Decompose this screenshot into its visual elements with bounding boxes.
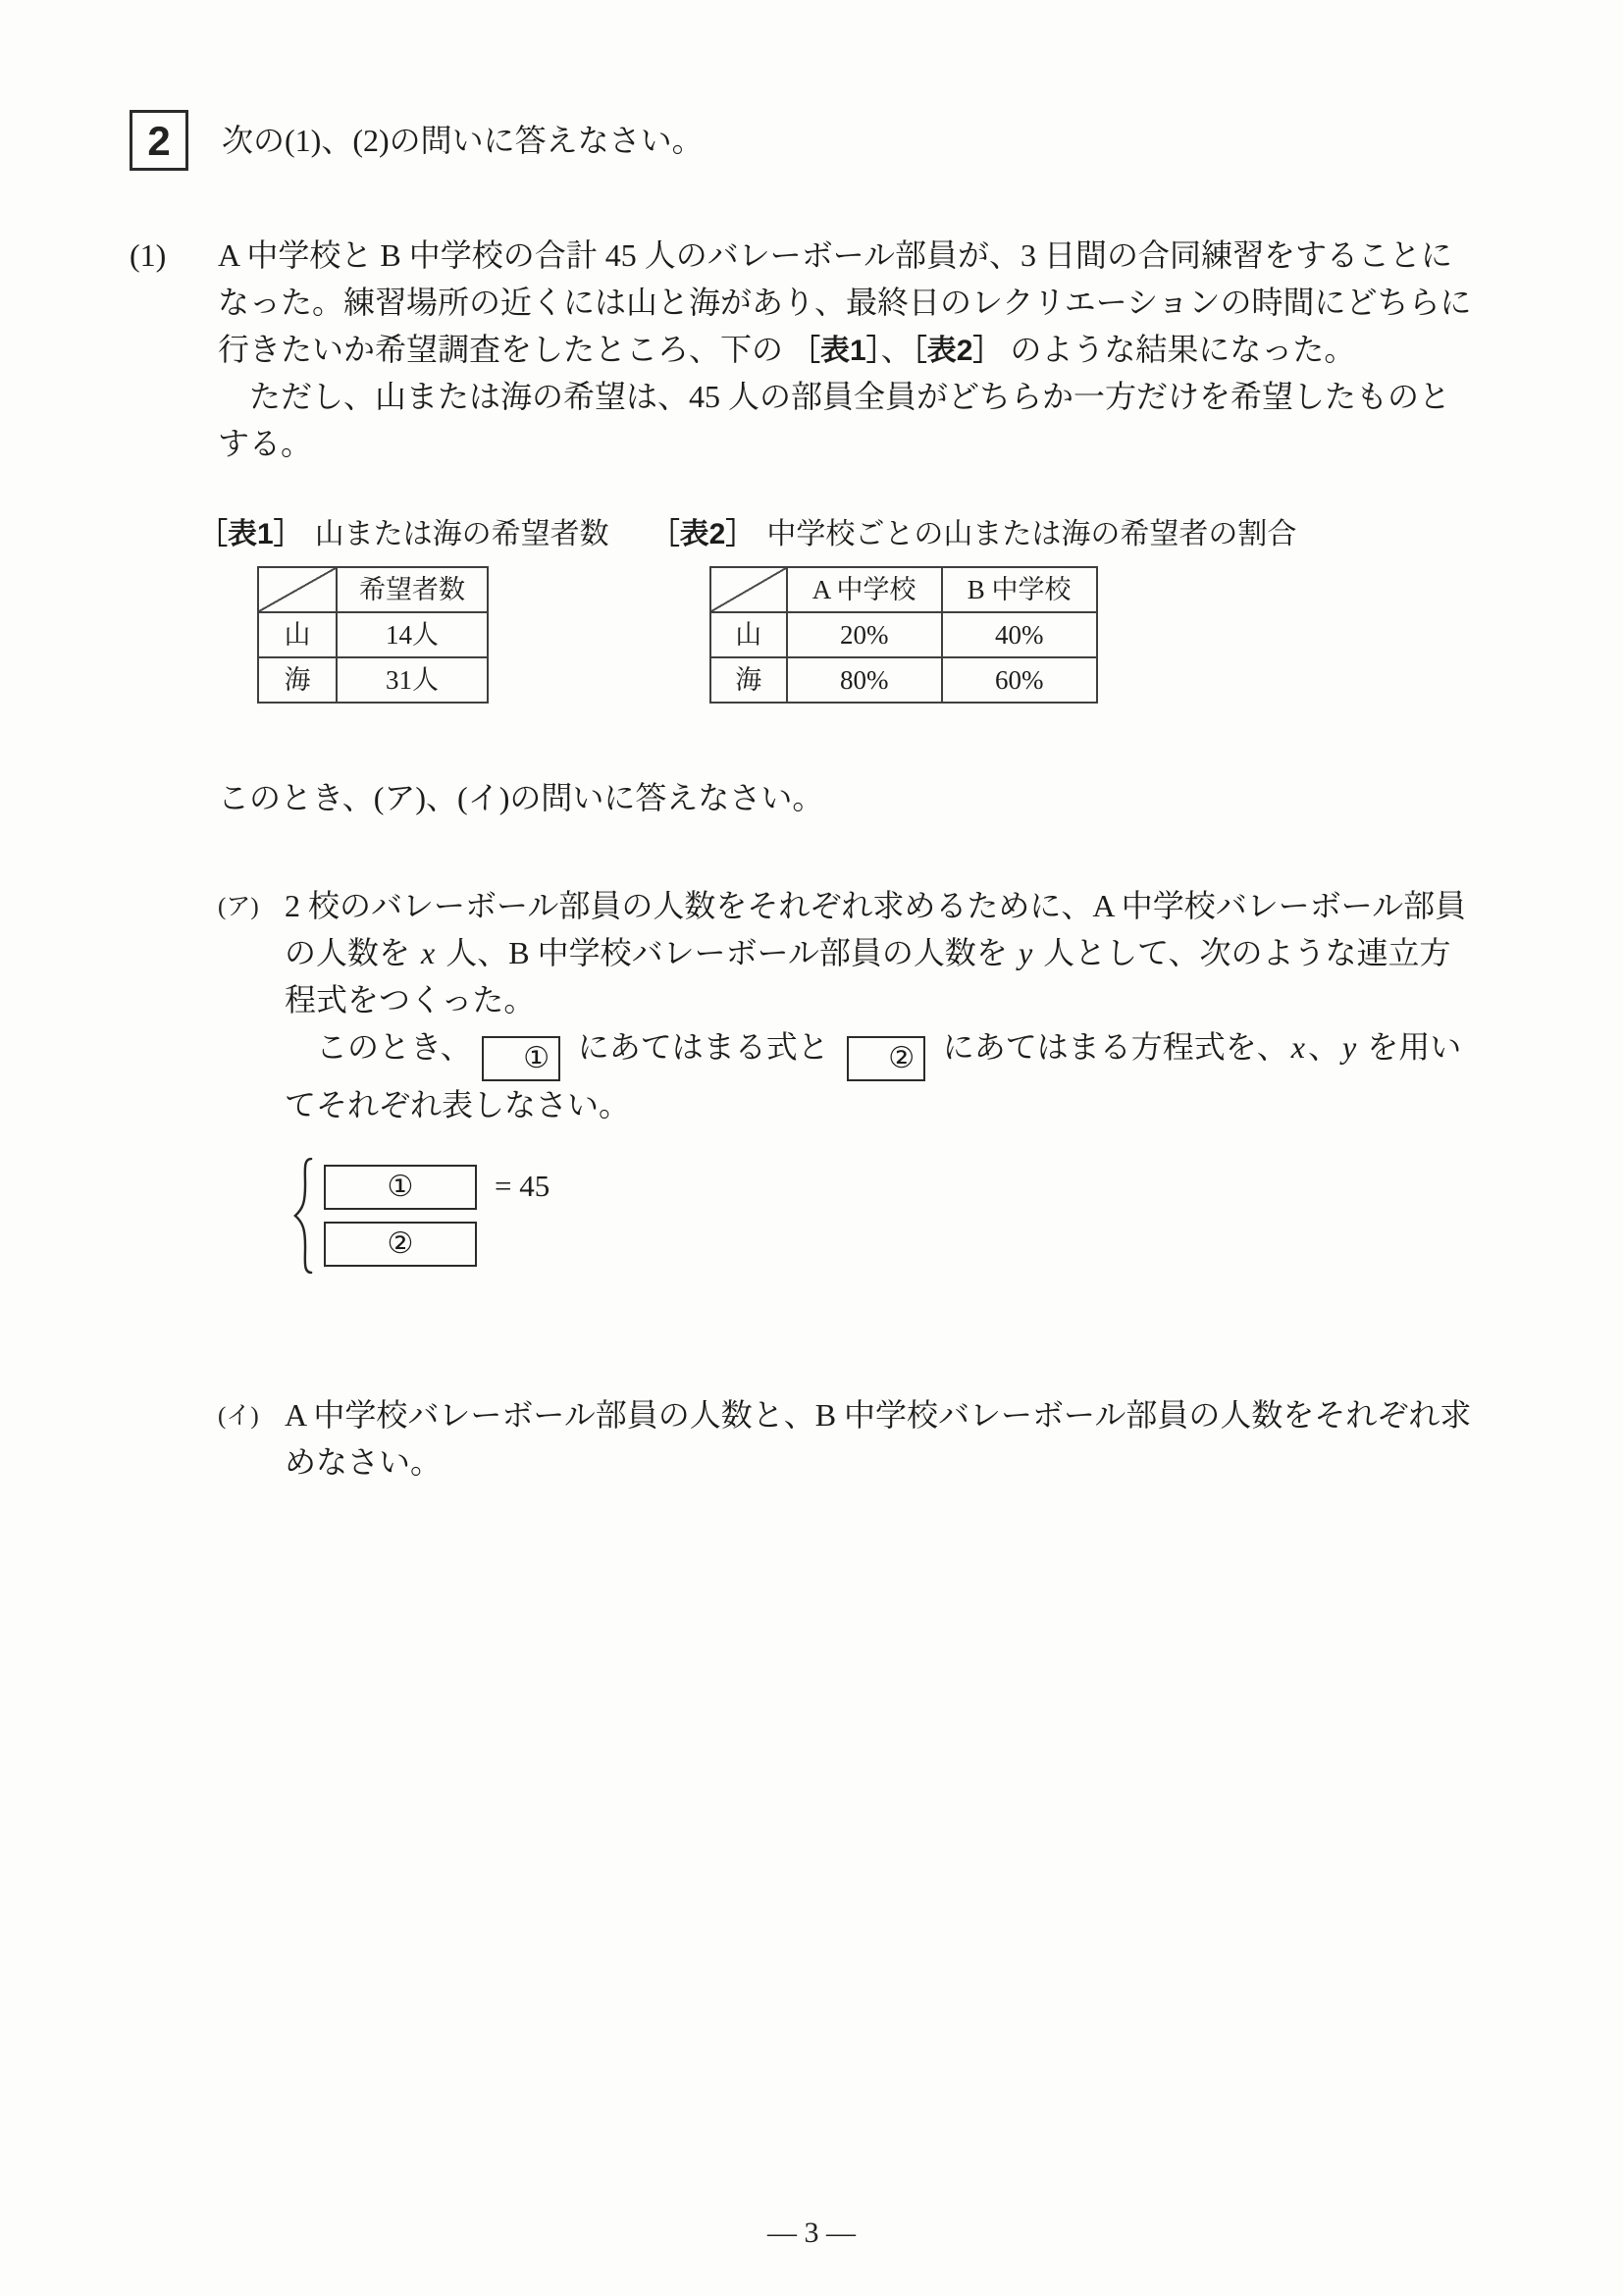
table2-row-label: 海 [710,657,787,703]
table2-column-header-a: A 中学校 [787,567,942,612]
variable-x: x [1290,1029,1305,1065]
page-number: — 3 — [767,2217,856,2249]
equation-blank-box-2: ② [324,1222,477,1267]
table2-reference: ［表2］ [912,335,1003,367]
tables-row [198,512,1478,704]
table1-row-label: 山 [258,612,337,657]
part-a-paragraph-2 [285,1023,1478,1128]
part-a-label: (ア) [218,894,259,920]
paragraph-text: にあてはまる式と [569,1029,837,1065]
part-1-paragraph-1 [218,232,1478,373]
blank-box-1: ① [482,1036,560,1081]
part-1-body [198,232,1478,1486]
part-1-label: (1) [130,237,167,273]
table2-value-a: 20% [787,612,942,657]
table2-caption-text: 中学校ごとの山または海の希望者の割合 [766,518,1297,550]
table1-row-value: 31人 [337,657,488,703]
table2-value-b: 60% [942,657,1097,703]
part-b-body [285,1391,1478,1486]
equation-right-hand-side: = 45 [495,1169,550,1204]
page-content [130,110,1478,1486]
table1-caption-text: 山または海の希望者数 [314,518,609,550]
left-brace-icon [290,1156,316,1276]
sub-instruction: このとき、(ア)、(イ)の問いに答えなさい。 [218,780,824,815]
equation-rows [324,1164,550,1267]
table1-diagonal-header-cell [258,567,337,612]
part-a-body [285,882,1478,1276]
table1-header-row [258,567,488,612]
table1-block [198,512,609,704]
paragraph-text: 2 校のバレーボール部員の人数をそれぞれ求めるために、A 中学校バレーボール部員の人数を [285,888,1467,970]
table1-row-value: 14人 [337,612,488,657]
table2-value-b: 40% [942,612,1097,657]
paragraph-text: のような結果になった。 [1002,332,1356,367]
paragraph-text: を用いてそれぞれ表しなさい。 [285,1029,1462,1122]
equation-row-2 [324,1222,550,1267]
table2-column-header-b: B 中学校 [942,567,1097,612]
table2-diagonal-header-cell [710,567,787,612]
part-b-text: A 中学校バレーボール部員の人数と、B 中学校バレーボール部員の人数をそれぞれ求めなさい。 [285,1396,1472,1480]
table2-row-sea [710,657,1097,703]
table1-row-mountain [258,612,488,657]
table2-value-a: 80% [787,657,942,703]
problem-number-box [130,110,188,171]
part-b-label: (イ) [218,1402,259,1430]
simultaneous-equations [290,1156,1478,1276]
table2-caption-tag: ［表2］ [650,518,756,550]
variable-y: y [1018,935,1033,970]
variable-y: y [1341,1029,1357,1065]
table2-block [651,512,1297,704]
table2-caption [651,512,1297,556]
table1-row-sea [258,657,488,703]
table2-row-mountain [710,612,1097,657]
variable-x: x [421,935,436,970]
table1 [257,566,489,704]
paragraph-text: このとき、 [316,1029,472,1065]
table2-row-label: 山 [710,612,787,657]
problem-number: 2 [147,117,171,164]
paragraph-text: 人、B 中学校バレーボール部員の人数を [438,935,1016,970]
paragraph-text: 、 [1307,1029,1339,1065]
table2-header-row [710,567,1097,612]
equation-row-1 [324,1164,550,1210]
table1-reference: ［表1］ [791,335,881,367]
blank-box-2: ② [847,1036,925,1081]
paragraph-text: 、 [880,332,913,367]
table1-column-header: 希望者数 [337,567,488,612]
part-b [218,1391,1478,1486]
table1-caption [198,512,609,556]
table1-row-label: 海 [258,657,337,703]
paragraph-text: にあてはまる方程式を、 [934,1029,1288,1065]
equation-blank-box-1: ① [324,1165,477,1210]
paragraph-text: 人として、次のような連立方程式をつくった。 [285,935,1451,1018]
part-a-paragraph-1 [285,882,1478,1023]
part-1 [130,232,1478,1486]
table2 [709,566,1098,704]
problem-header [130,110,1478,171]
part-1-paragraph-2: ただし、山または海の希望は、45 人の部員全員がどちらか一方だけを希望したものとする。 [218,379,1451,461]
table1-caption-tag: ［表1］ [198,518,303,550]
problem-instruction: 次の(1)、(2)の問いに答えなさい。 [222,123,704,158]
part-a [218,882,1478,1276]
paragraph-text: A 中学校と B 中学校の合計 45 人のバレーボール部員が、3 日間の合同練習をすることになった。練習場所の近くには山と海があり、最終日のレクリエーションの時間にどちらに行きたいか希望調査をしたところ、下の [218,237,1472,367]
